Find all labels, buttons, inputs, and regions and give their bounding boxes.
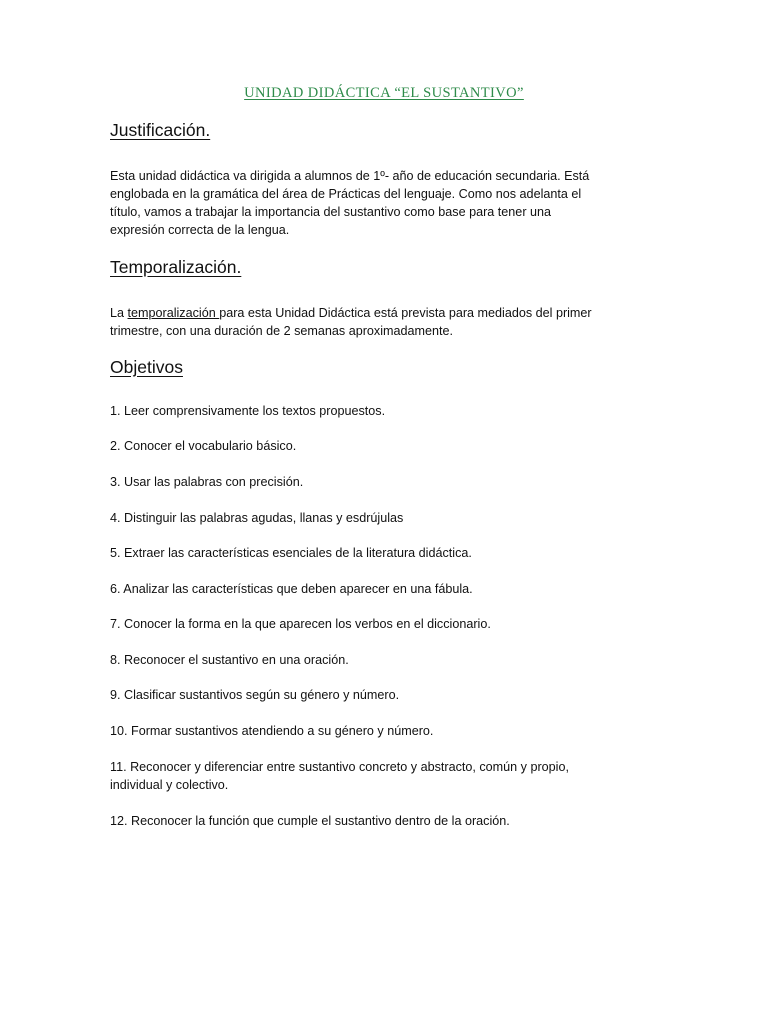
objective-item: 5. Extraer las características esenciales de la literatura didáctica. — [110, 546, 472, 560]
text-line — [110, 304, 660, 322]
text-line: englobada en la gramática del área de Prácticas del lenguaje. Como nos adelanta el — [110, 187, 582, 201]
objective-item: 12. Reconocer la función que cumple el sustantivo dentro de la oración. — [110, 814, 510, 828]
objective-item — [110, 758, 660, 794]
text-line: título, vamos a trabajar la importancia del sustantivo como base para tener una — [110, 205, 552, 219]
heading-objetivos: Objetivos — [110, 357, 183, 377]
text-line: individual y colectivo. — [110, 778, 229, 792]
text-line: trimestre, con una duración de 2 semanas aproximadamente. — [110, 324, 454, 338]
heading-justificacion: Justificación. — [110, 120, 211, 140]
objective-item: 3. Usar las palabras con precisión. — [110, 475, 304, 489]
heading-temporalizacion: Temporalización. — [110, 257, 242, 277]
objective-item: 4. Distinguir las palabras agudas, llanas y esdrújulas — [110, 511, 404, 525]
objective-item: 2. Conocer el vocabulario básico. — [110, 439, 297, 453]
temporalizacion-link[interactable]: temporalización — [127, 306, 220, 320]
objective-item: 6. Analizar las características que deben aparecer en una fábula. — [110, 582, 473, 596]
text-line: 11. Reconocer y diferenciar entre sustantivo concreto y abstracto, común y propio, — [110, 760, 569, 774]
text-line: Esta unidad didáctica va dirigida a alumnos de 1º- año de educación secundaria. Está — [110, 169, 590, 183]
objective-item: 8. Reconocer el sustantivo en una oración. — [110, 653, 349, 667]
paragraph-justificacion — [110, 167, 660, 239]
text-prefix: La — [110, 306, 128, 320]
objective-item: 9. Clasificar sustantivos según su género y número. — [110, 688, 400, 702]
paragraph-temporalizacion — [110, 304, 660, 340]
text-line: expresión correcta de la lengua. — [110, 223, 290, 237]
document-title: UNIDAD DIDÁCTICA “EL SUSTANTIVO” — [244, 85, 524, 101]
text-suffix: para esta Unidad Didáctica está prevista para mediados del primer — [219, 306, 592, 320]
objective-item: 10. Formar sustantivos atendiendo a su género y número. — [110, 724, 434, 738]
objective-item: 7. Conocer la forma en la que aparecen los verbos en el diccionario. — [110, 617, 491, 631]
objective-item: 1. Leer comprensivamente los textos propuestos. — [110, 404, 386, 418]
